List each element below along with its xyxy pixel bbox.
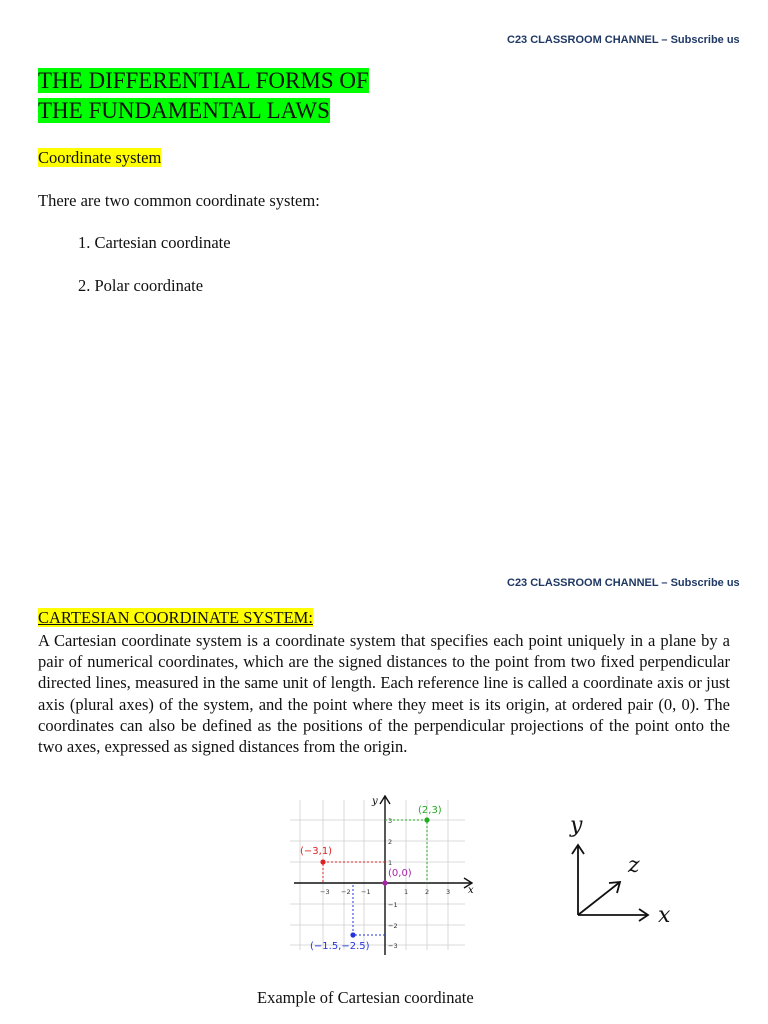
x-tick-label: 3 (446, 888, 451, 896)
section-heading-text: CARTESIAN COORDINATE SYSTEM: (38, 608, 313, 627)
x-tick-label: −2 (341, 888, 351, 896)
list-text: Cartesian coordinate (94, 233, 231, 252)
title-line-2: THE FUNDAMENTAL LAWS (38, 98, 330, 123)
subheading-text: Coordinate system (38, 148, 162, 167)
axis-z-label: z (628, 853, 640, 878)
subheading (38, 148, 161, 168)
list-text: Polar coordinate (94, 276, 204, 295)
y-tick-label: −1 (388, 901, 398, 909)
x-tick-label: 2 (425, 888, 430, 896)
section-heading (38, 608, 313, 628)
point-label: (2,3) (418, 805, 442, 816)
list-item (78, 276, 203, 296)
list-item (78, 233, 231, 253)
point-label: (0,0) (388, 868, 412, 879)
intro-text: There are two common coordinate system: (38, 191, 320, 210)
axis-y-label: y (570, 813, 583, 838)
cartesian-figure (280, 790, 480, 960)
title-line-1: THE DIFFERENTIAL FORMS OF (38, 68, 369, 93)
axis-x-label: x (468, 885, 474, 896)
list-number: 2. (78, 276, 91, 295)
point-label: (−1.5,−2.5) (310, 941, 370, 952)
axis-y-label: y (372, 796, 378, 807)
page-header: C23 CLASSROOM CHANNEL – Subscribe us (507, 577, 740, 589)
axis-x-label: x (658, 903, 671, 928)
point-marker (424, 817, 429, 822)
list-number: 1. (78, 233, 91, 252)
point-marker (382, 880, 387, 885)
y-tick-label: 1 (388, 859, 393, 867)
y-tick-label: −2 (388, 922, 398, 930)
point-marker (350, 932, 355, 937)
point-marker (320, 859, 325, 864)
y-tick-label: −3 (388, 942, 398, 950)
axes-3d-figure (560, 810, 690, 930)
x-tick-label: −3 (320, 888, 330, 896)
y-tick-label: 2 (388, 838, 393, 846)
x-tick-label: −1 (361, 888, 371, 896)
x-tick-label: 1 (404, 888, 409, 896)
body-paragraph: A Cartesian coordinate system is a coordinate system that specifies each point uniquely in a plane by a pair of numerical coordinates, which are the signed distances to the point from two fixed perpendicular directed lines, measured in the same unit of length. Each reference line is called a coordinate axis or just axis (plural axes) of the system, and the point where they meet is its origin, at ordered pair (0, 0). The coordinates can also be defined as the positions of the perpendicular projections of the point onto the two axes, expressed as signed distances from the origin. (38, 631, 730, 757)
figure-caption: Example of Cartesian coordinate (257, 988, 474, 1007)
page-title (38, 66, 458, 126)
point-label: (−3,1) (300, 846, 333, 857)
y-tick-label: 3 (388, 817, 393, 825)
page-header: C23 CLASSROOM CHANNEL – Subscribe us (507, 34, 740, 46)
